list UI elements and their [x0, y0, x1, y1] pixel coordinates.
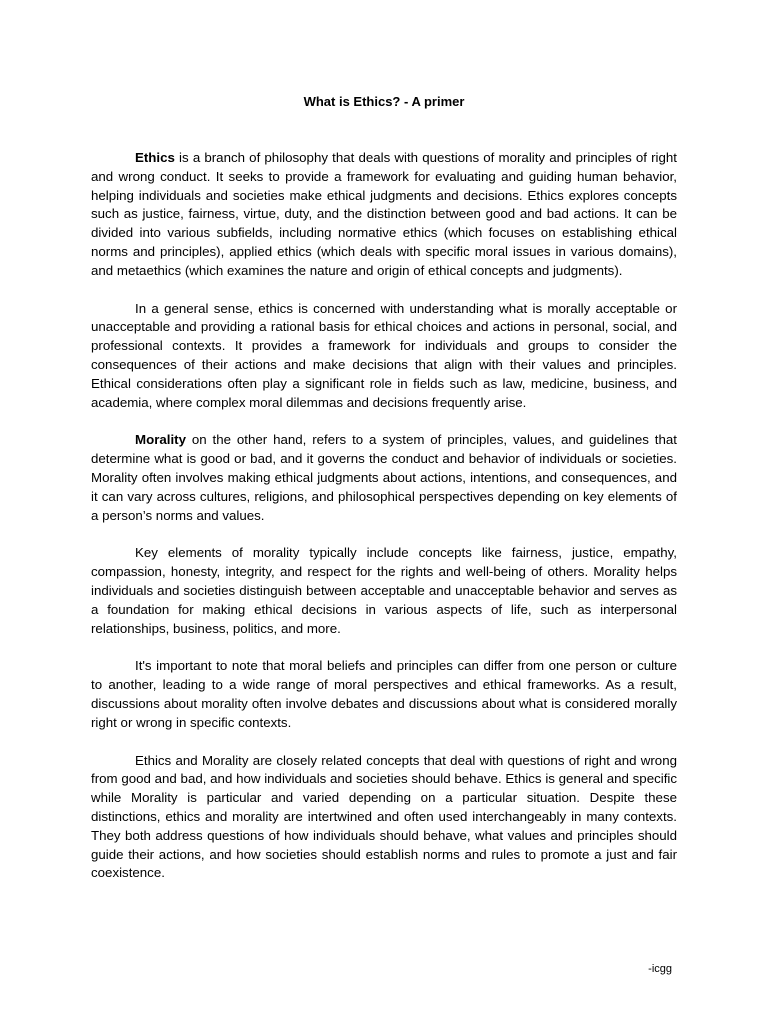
paragraph-morality-definition: [91, 431, 677, 525]
paragraph-moral-beliefs-differ: [91, 657, 677, 732]
paragraph-text: Ethics and Morality are closely related concepts that deal with questions of right and wrong from good and bad, and how individuals and societies should behave. Ethics is general and specific while Morality is particular and varied depending on a particular situation. Despite these distinctions, ethics and morality are intertwined and often used interchangeably in many contexts. They both address questions of how individuals should behave, what values and principles should guide their actions, and how societies should establish norms and rules to promote a just and fair coexistence.: [91, 752, 677, 881]
paragraph-ethics-general-sense: [91, 300, 677, 413]
paragraph-text: is a branch of philosophy that deals with questions of morality and principles of right and wrong conduct. It seeks to provide a framework for evaluating and guiding human behavior, helping individuals and societies make ethical judgments and decisions. Ethics explores concepts such as justice, fairness, virtue, duty, and the distinction between good and bad actions. It can be divided into various subfields, including normative ethics (which focuses on establishing ethical norms and principles), applied ethics (which deals with specific moral issues in various domains), and metaethics (which examines the nature and origin of ethical concepts and judgments).: [91, 150, 677, 278]
paragraph-morality-key-elements: [91, 544, 677, 638]
paragraph-ethics-definition: [91, 149, 677, 281]
paragraph-text: It's important to note that moral beliefs and principles can differ from one person or culture to another, leading to a wide range of moral perspectives and ethical frameworks. As a result, discussions about morality often involve debates and discussions about what is considered morally right or wrong in specific contexts.: [91, 658, 677, 730]
paragraph-text: Key elements of morality typically include concepts like fairness, justice, empathy, compassion, honesty, integrity, and respect for the rights and well-being of others. Morality helps individuals and societies distinguish between acceptable and unacceptable behavior and serves as a foundation for making ethical decisions in various aspects of life, such as interpersonal relationships, business, politics, and more.: [91, 545, 677, 636]
document-body: [91, 149, 677, 902]
paragraph-lead-term: Morality: [135, 432, 186, 448]
paragraph-text: on the other hand, refers to a system of principles, values, and guidelines that determine what is good or bad, and it governs the conduct and behavior of individuals or societies. Morality often involves making ethical judgments about actions, intentions, and consequences, and it can vary across cultures, religions, and philosophical perspectives depending on key elements of a person’s norms and values.: [91, 432, 677, 523]
author-signature: -icgg: [648, 963, 672, 975]
paragraph-ethics-and-morality: [91, 752, 677, 884]
paragraph-lead-term: Ethics: [135, 150, 175, 165]
paragraph-text: In a general sense, ethics is concerned with understanding what is morally acceptable or unacceptable and providing a rational basis for ethical choices and actions in personal, social, and professional contexts. It provides a framework for individuals and groups to consider the consequences of their actions and make decisions that align with their values and principles. Ethical considerations often play a significant role in fields such as law, medicine, business, and academia, where complex moral dilemmas and decisions frequently arise.: [91, 300, 677, 410]
document-title: What is Ethics? - A primer: [303, 94, 465, 109]
